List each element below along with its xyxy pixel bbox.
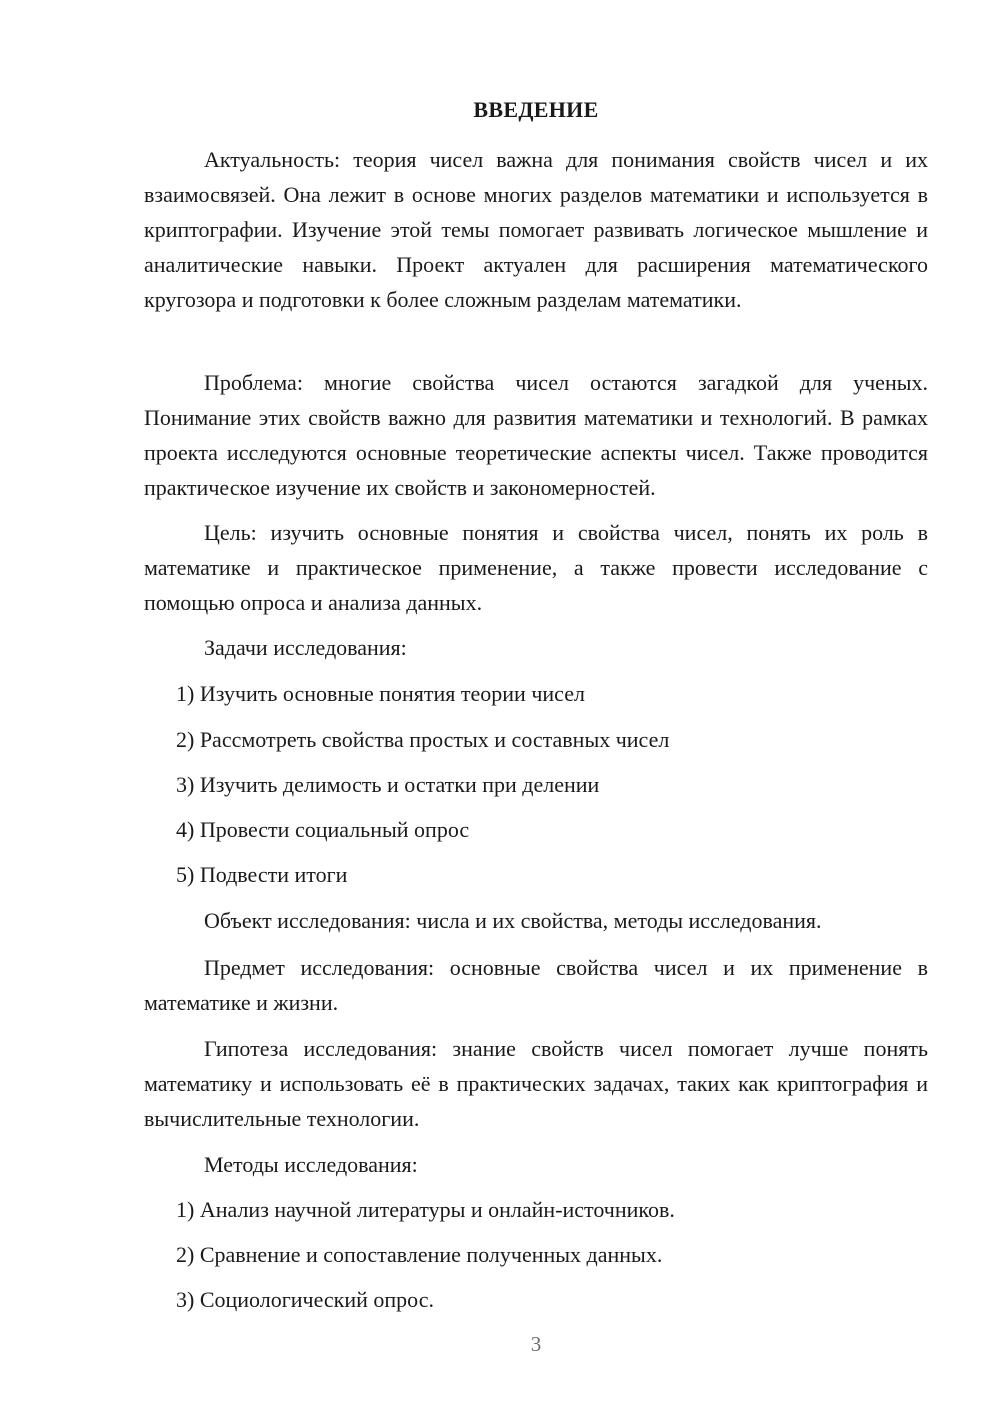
page-number: 3 <box>530 1332 542 1356</box>
task-item-1: 1) Изучить основные понятия теории чисел <box>176 681 585 706</box>
task-item-4: 4) Провести социальный опрос <box>176 817 470 842</box>
page-title: ВВЕДЕНИЕ <box>473 97 599 122</box>
hypothesis-paragraph: Гипотеза исследования: знание свойств чисел помогает лучше понять математику и использовать её в практических задачах, таких как криптография и вычислительные технологии. <box>144 1036 928 1131</box>
relevance-paragraph: Актуальность: теория чисел важна для понимания свойств чисел и их взаимосвязей. Она лежит в основе многих разделов математики и используется в криптографии. Изучение этой темы помогает развивать логическое мышление и аналитические навыки. Проект актуален для расширения математического кругозора и подготовки к более сложным разделам математики. <box>144 147 928 312</box>
subject-paragraph: Предмет исследования: основные свойства чисел и их применение в математике и жизни. <box>144 955 928 1015</box>
task-item-3: 3) Изучить делимость и остатки при делении <box>176 772 600 797</box>
tasks-heading: Задачи исследования: <box>204 635 407 660</box>
method-item-2: 2) Сравнение и сопоставление полученных данных. <box>176 1242 663 1267</box>
task-item-5: 5) Подвести итоги <box>176 862 348 887</box>
task-item-2: 2) Рассмотреть свойства простых и составных чисел <box>176 727 670 752</box>
object-paragraph: Объект исследования: числа и их свойства, методы исследования. <box>204 908 822 933</box>
problem-paragraph: Проблема: многие свойства чисел остаются загадкой для ученых. Понимание этих свойств важно для развития математики и технологий. В рамках проекта исследуются основные теоретические аспекты чисел. Также проводится практическое изучение их свойств и закономерностей. <box>144 370 928 500</box>
method-item-3: 3) Социологический опрос. <box>176 1287 434 1312</box>
goal-paragraph: Цель: изучить основные понятия и свойства чисел, понять их роль в математике и практическое применение, а также провести исследование с помощью опроса и анализа данных. <box>144 520 928 615</box>
methods-heading: Методы исследования: <box>204 1152 418 1177</box>
method-item-1: 1) Анализ научной литературы и онлайн-источников. <box>176 1197 675 1222</box>
